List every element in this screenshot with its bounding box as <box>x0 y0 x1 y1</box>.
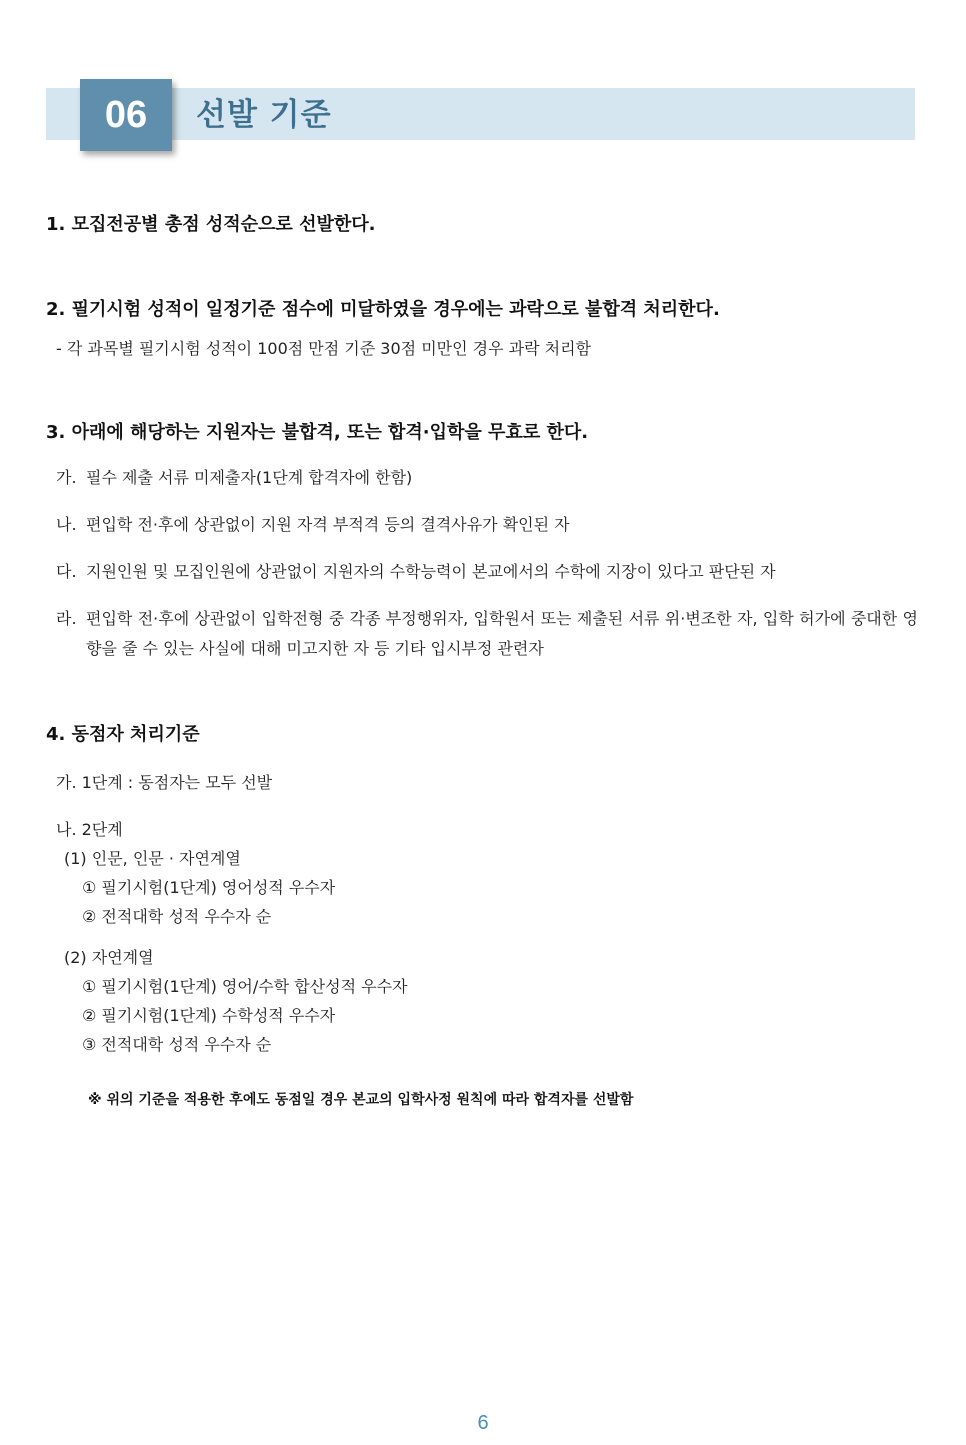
section-3-item <box>56 604 918 664</box>
section-3-item <box>56 557 918 587</box>
group-2-label: (2) 자연계열 <box>64 948 154 967</box>
item-marker: 다. <box>56 562 77 581</box>
group-2-criterion: ③ 전적대학 성적 우수자 순 <box>82 1035 272 1054</box>
item-marker: 라. <box>56 609 77 628</box>
tie-break-note: ※ 위의 기준을 적용한 후에도 동점일 경우 본교의 입학사정 원칙에 따라 합격자를 선발함 <box>88 1092 634 1108</box>
item-marker: 나. <box>56 515 77 534</box>
header-band <box>46 88 915 140</box>
section-3-title: 3. 아래에 해당하는 지원자는 불합격, 또는 합격·입학을 무효로 한다. <box>46 422 589 443</box>
section-3-item <box>56 510 918 540</box>
item-marker: 가. <box>56 468 77 487</box>
group-1-criterion: ② 전적대학 성적 우수자 순 <box>82 907 272 926</box>
stage-2-heading: 나. 2단계 <box>56 820 123 839</box>
page-number: 6 <box>477 1412 489 1434</box>
item-text: 편입학 전·후에 상관없이 지원 자격 부적격 등의 결격사유가 확인된 자 <box>86 515 570 534</box>
item-text: 편입학 전·후에 상관없이 입학전형 중 각종 부정행위자, 입학원서 또는 제출된 서류 위·변조한 자, 입학 허가에 중대한 영향을 줄 수 있는 사실에 대해 미고지한 자 등 기타 입시부정 관련자 <box>86 609 918 658</box>
item-text: 지원인원 및 모집인원에 상관없이 지원자의 수학능력이 본교에서의 수학에 지장이 있다고 판단된 자 <box>86 562 776 581</box>
group-1-label: (1) 인문, 인문 · 자연계열 <box>64 849 241 868</box>
section-2-detail: - 각 과목별 필기시험 성적이 100점 만점 기준 30점 미만인 경우 과락 처리함 <box>56 339 592 358</box>
group-1-criterion: ① 필기시험(1단계) 영어성적 우수자 <box>82 878 336 897</box>
item-text: 필수 제출 서류 미제출자(1단계 합격자에 한함) <box>86 468 413 487</box>
chapter-number-badge: 06 <box>80 79 172 151</box>
group-2-criterion: ① 필기시험(1단계) 영어/수학 합산성적 우수자 <box>82 977 408 996</box>
section-2-title: 2. 필기시험 성적이 일정기준 점수에 미달하였을 경우에는 과락으로 불합격 처리한다. <box>46 299 720 320</box>
chapter-title: 선발 기준 <box>196 97 332 133</box>
section-1-title: 1. 모집전공별 총점 성적순으로 선발한다. <box>46 214 376 235</box>
section-3-item <box>56 463 918 493</box>
section-4-title: 4. 동점자 처리기준 <box>46 724 200 745</box>
stage-1-rule: 가. 1단계 : 동점자는 모두 선발 <box>56 773 273 792</box>
group-2-criterion: ② 필기시험(1단계) 수학성적 우수자 <box>82 1006 336 1025</box>
